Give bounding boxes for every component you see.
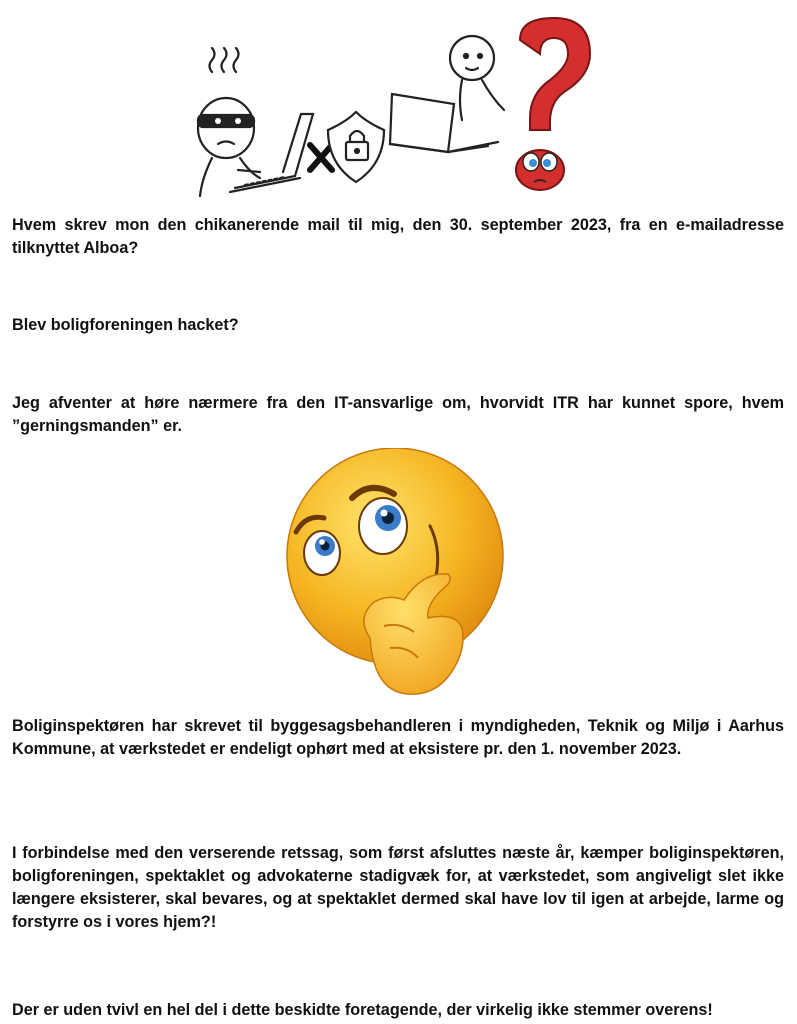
- paragraph-it-ansvarlige: Jeg afventer at høre nærmere fra den IT-ansvarlige om, hvorvidt ITR har kunnet spore, hvem ”gerningsmanden” er.: [12, 394, 784, 435]
- paragraph-retssag: I forbindelse med den verserende retssag, som først afsluttes næste år, kæmper boliginspektøren, boligforeningen, spektaklet og advokaterne stadigvæk for, at værkstedet, som angiveligt slet ikke længere eksisterer, skal bevares, og at spektaklet dermed skal have lov til igen at arbejde, larme og forstyrre os i vores hjem?!: [12, 844, 784, 931]
- shield-lock-icon: [328, 112, 384, 182]
- thinking-emoji-icon: [280, 448, 520, 703]
- block-x-icon: [310, 145, 332, 170]
- paragraph-hacket: Blev boligforeningen hacket?: [12, 316, 239, 334]
- paragraph-chikane-mail: Hvem skrev mon den chikanerende mail til mig, den 30. september 2023, fra en e-mailadresse tilknyttet Alboa?: [12, 216, 784, 257]
- user-figure-icon: [390, 36, 504, 152]
- paragraph-konklusion: Der er uden tvivl en hel del i dette beskidte foretagende, der virkelig ikke stemmer overens!: [12, 1001, 713, 1019]
- hacker-figure-icon: [198, 48, 313, 196]
- question-mark-icon: [516, 18, 590, 190]
- paragraph-boliginspektoeren: Boliginspektøren har skrevet til byggesagsbehandleren i myndigheden, Teknik og Miljø i Aarhus Kommune, at værkstedet er endeligt ophørt med at eksistere pr. den 1. november 2023.: [12, 717, 784, 758]
- hacker-illustration: [190, 10, 610, 205]
